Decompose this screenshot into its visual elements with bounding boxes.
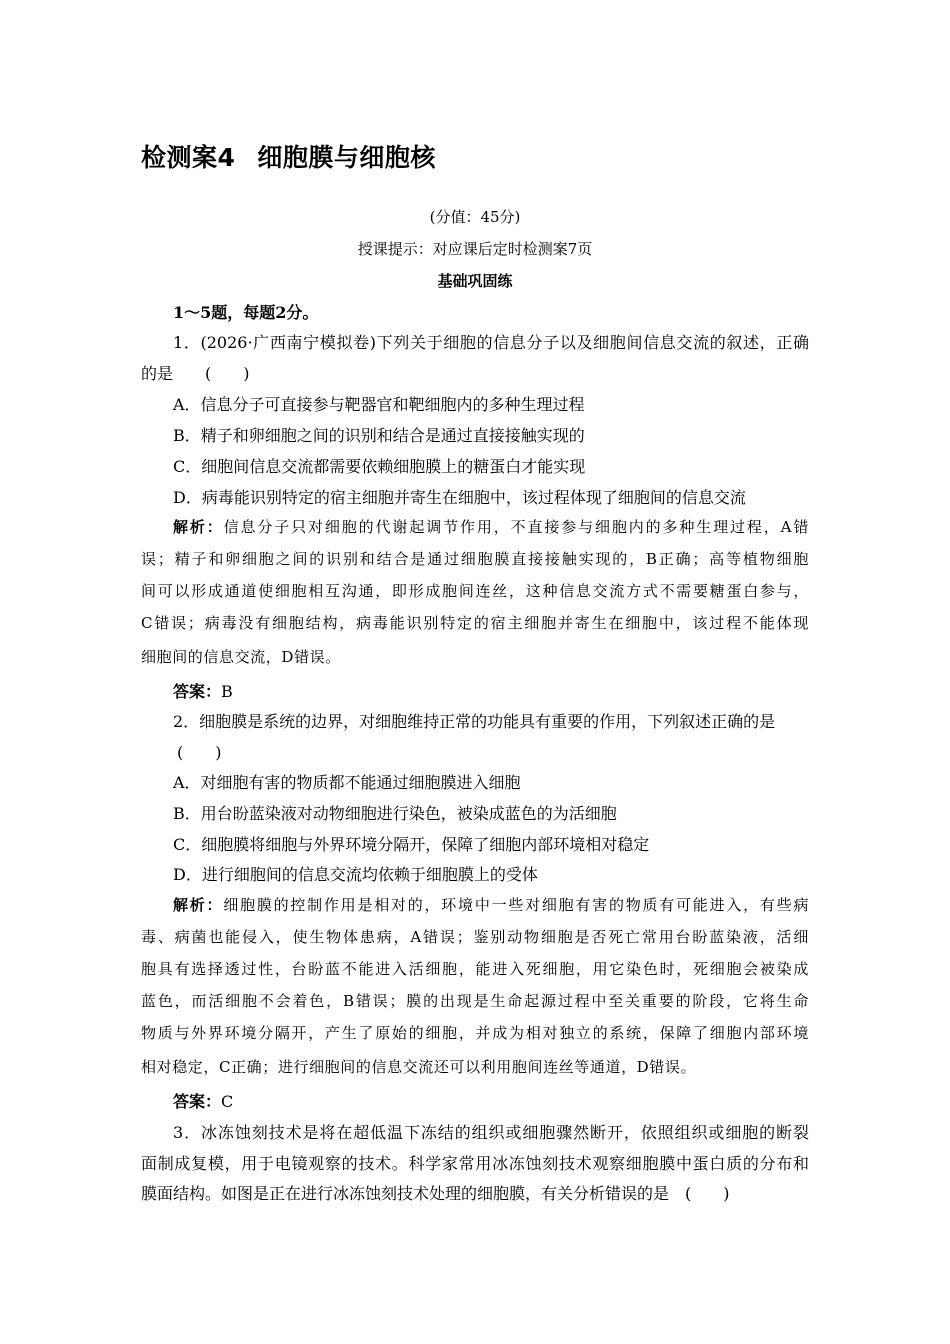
q1-stem-line1: 1．(2026·广西南宁模拟卷)下列关于细胞的信息分子以及细胞间信息交流的叙述，正确 <box>173 333 809 352</box>
q3-stem-line2: 面制成复模，用于电镜观察的技术。科学家常用冰冻蚀刻技术观察细胞膜中蛋白质的分布和 <box>141 1154 809 1173</box>
q2-stem-line1: 2．细胞膜是系统的边界，对细胞维持正常的功能具有重要的作用，下列叙述正确的是 <box>173 712 776 731</box>
q2-answer-value: C <box>221 1092 234 1111</box>
q2-answer <box>173 1089 809 1112</box>
q3-stem-line1: 3．冰冻蚀刻技术是将在超低温下冻结的组织或细胞骤然断开，依照组织或细胞的断裂 <box>173 1123 809 1142</box>
q1-analysis-line4: C错误；病毒没有细胞结构，病毒能识别特定的宿主细胞并寄生在细胞中，该过程不能体现 <box>141 614 809 632</box>
q1-stem-line2: 的是 ( ) <box>141 364 250 383</box>
q2-analysis-line5: 物质与外界环境分隔开，产生了原始的细胞，并成为相对独立的系统，保障了细胞内部环境 <box>141 1024 809 1042</box>
q2-analysis-label: 解析： <box>173 896 224 914</box>
title-text: 细胞膜与细胞核 <box>257 143 436 172</box>
q1-analysis-line3: 间可以形成通道使细胞相互沟通，即形成胞间连丝，这种信息交流方式不需要糖蛋白参与， <box>141 582 809 600</box>
q1-analysis-line5: 细胞间的信息交流，D错误。 <box>141 648 341 666</box>
q1-analysis-label: 解析： <box>173 518 224 536</box>
q2-option-b: B．用台盼蓝染液对动物细胞进行染色，被染成蓝色的为活细胞 <box>173 804 617 823</box>
q1-option-d: D．病毒能识别特定的宿主细胞并寄生在细胞中，该过程体现了细胞间的信息交流 <box>173 488 746 507</box>
q1-option-b: B．精子和卵细胞之间的识别和结合是通过直接接触实现的 <box>173 426 585 445</box>
section-heading: 基础巩固练 <box>437 272 513 290</box>
q1-answer-label: 答案： <box>173 682 222 701</box>
q2-analysis-line1: 解析：细胞膜的控制作用是相对的，环境中一些对细胞有害的物质有可能进入，有些病 <box>173 896 809 914</box>
q1-option-c: C．细胞间信息交流都需要依赖细胞膜上的糖蛋白才能实现 <box>173 457 586 476</box>
q1-analysis-line1: 解析：信息分子只对细胞的代谢起调节作用，不直接参与细胞内的多种生理过程，A错 <box>173 518 809 536</box>
page-title <box>141 138 436 174</box>
q1-analysis-line2: 误；精子和卵细胞之间的识别和结合是通过细胞膜直接接触实现的，B正确；高等植物细胞 <box>141 550 809 568</box>
q2-analysis-line6: 相对稳定，C正确；进行细胞间的信息交流还可以利用胞间连丝等通道，D错误。 <box>141 1058 697 1076</box>
q2-option-c: C．细胞膜将细胞与外界环境分隔开，保障了细胞内部环境相对稳定 <box>173 835 650 854</box>
q1-answer <box>173 679 809 702</box>
q2-answer-label: 答案： <box>173 1092 222 1111</box>
q1-option-a: A．信息分子可直接参与靶器官和靶细胞内的多种生理过程 <box>173 395 585 414</box>
score-line: (分值：45分) <box>429 208 521 226</box>
q3-stem-line3: 膜面结构。如图是正在进行冰冻蚀刻技术处理的细胞膜，有关分析错误的是 ( ) <box>141 1184 730 1203</box>
q2-analysis-line3: 胞具有选择透过性，台盼蓝不能进入活细胞，能进入死细胞，用它染色时，死细胞会被染成 <box>141 960 809 978</box>
q2-option-d: D．进行细胞间的信息交流均依赖于细胞膜上的受体 <box>173 865 538 884</box>
teaching-hint: 授课提示：对应课后定时检测案7页 <box>357 240 593 258</box>
q2-analysis-line2: 毒、病菌也能侵入，使生物体患病，A错误；鉴别动物细胞是否死亡常用台盼蓝染液，活细 <box>141 928 809 946</box>
q2-option-a: A．对细胞有害的物质都不能通过细胞膜进入细胞 <box>173 773 521 792</box>
title-prefix: 检测案4 <box>141 143 236 172</box>
q1-answer-value: B <box>221 682 233 701</box>
q2-stem-line2: ( ) <box>177 743 222 762</box>
question-range: 1～5题，每题2分。 <box>173 303 319 322</box>
q2-analysis-line4: 蓝色，而活细胞不会着色，B错误；膜的出现是生命起源过程中至关重要的阶段，它将生命 <box>141 992 809 1010</box>
